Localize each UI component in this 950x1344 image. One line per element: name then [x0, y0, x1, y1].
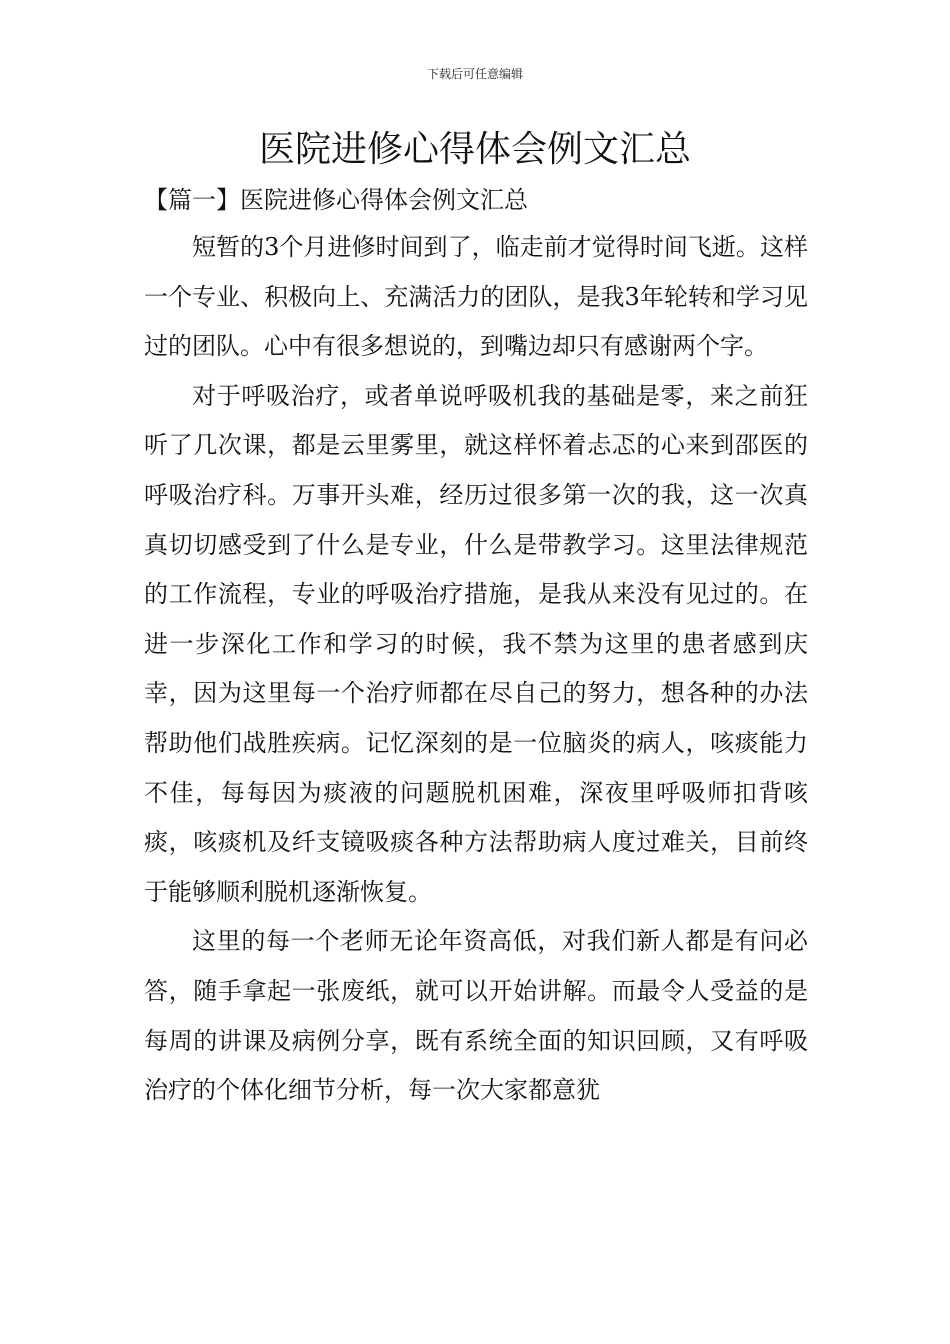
section-heading: 【篇一】医院进修心得体会例文汇总 [144, 186, 528, 214]
document-body [144, 177, 808, 1116]
paragraph-2: 对于呼吸治疗，或者单说呼吸机我的基础是零，来之前狂听了几次课，都是云里雾里，就这样怀着忐忑的心来到邵医的呼吸治疗科。万事开头难，经历过很多第一次的我，这一次真真切切感受到了什么是专业，什么是带教学习。这里法律规范的工作流程，专业的呼吸治疗措施，是我从来没有见过的。在进一步深化工作和学习的时候，我不禁为这里的患者感到庆幸，因为这里每一个治疗师都在尽自己的努力，想各种的办法帮助他们战胜疾病。记忆深刻的是一位脑炎的病人，咳痰能力不佳，每每因为痰液的问题脱机困难，深夜里呼吸师扣背咳痰，咳痰机及纤支镜吸痰各种方法帮助病人度过难关，目前终于能够顺利脱机逐渐恢复。 [144, 381, 808, 906]
paragraph-1: 短暂的3个月进修时间到了，临走前才觉得时间飞逝。这样一个专业、积极向上、充满活力的团队，是我3年轮转和学习见过的团队。心中有很多想说的，到嘴边却只有感谢两个字。 [144, 233, 808, 361]
document-title: 医院进修心得体会例文汇总 [258, 129, 691, 170]
paragraph-3: 这里的每一个老师无论年资高低，对我们新人都是有问必答，随手拿起一张废纸，就可以开始讲解。而最令人受益的是每周的讲课及病例分享，既有系统全面的知识回顾，又有呼吸治疗的个体化细节分析，每一次大家都意犹 [144, 927, 808, 1105]
header-note: 下载后可任意编辑 [426, 67, 523, 81]
